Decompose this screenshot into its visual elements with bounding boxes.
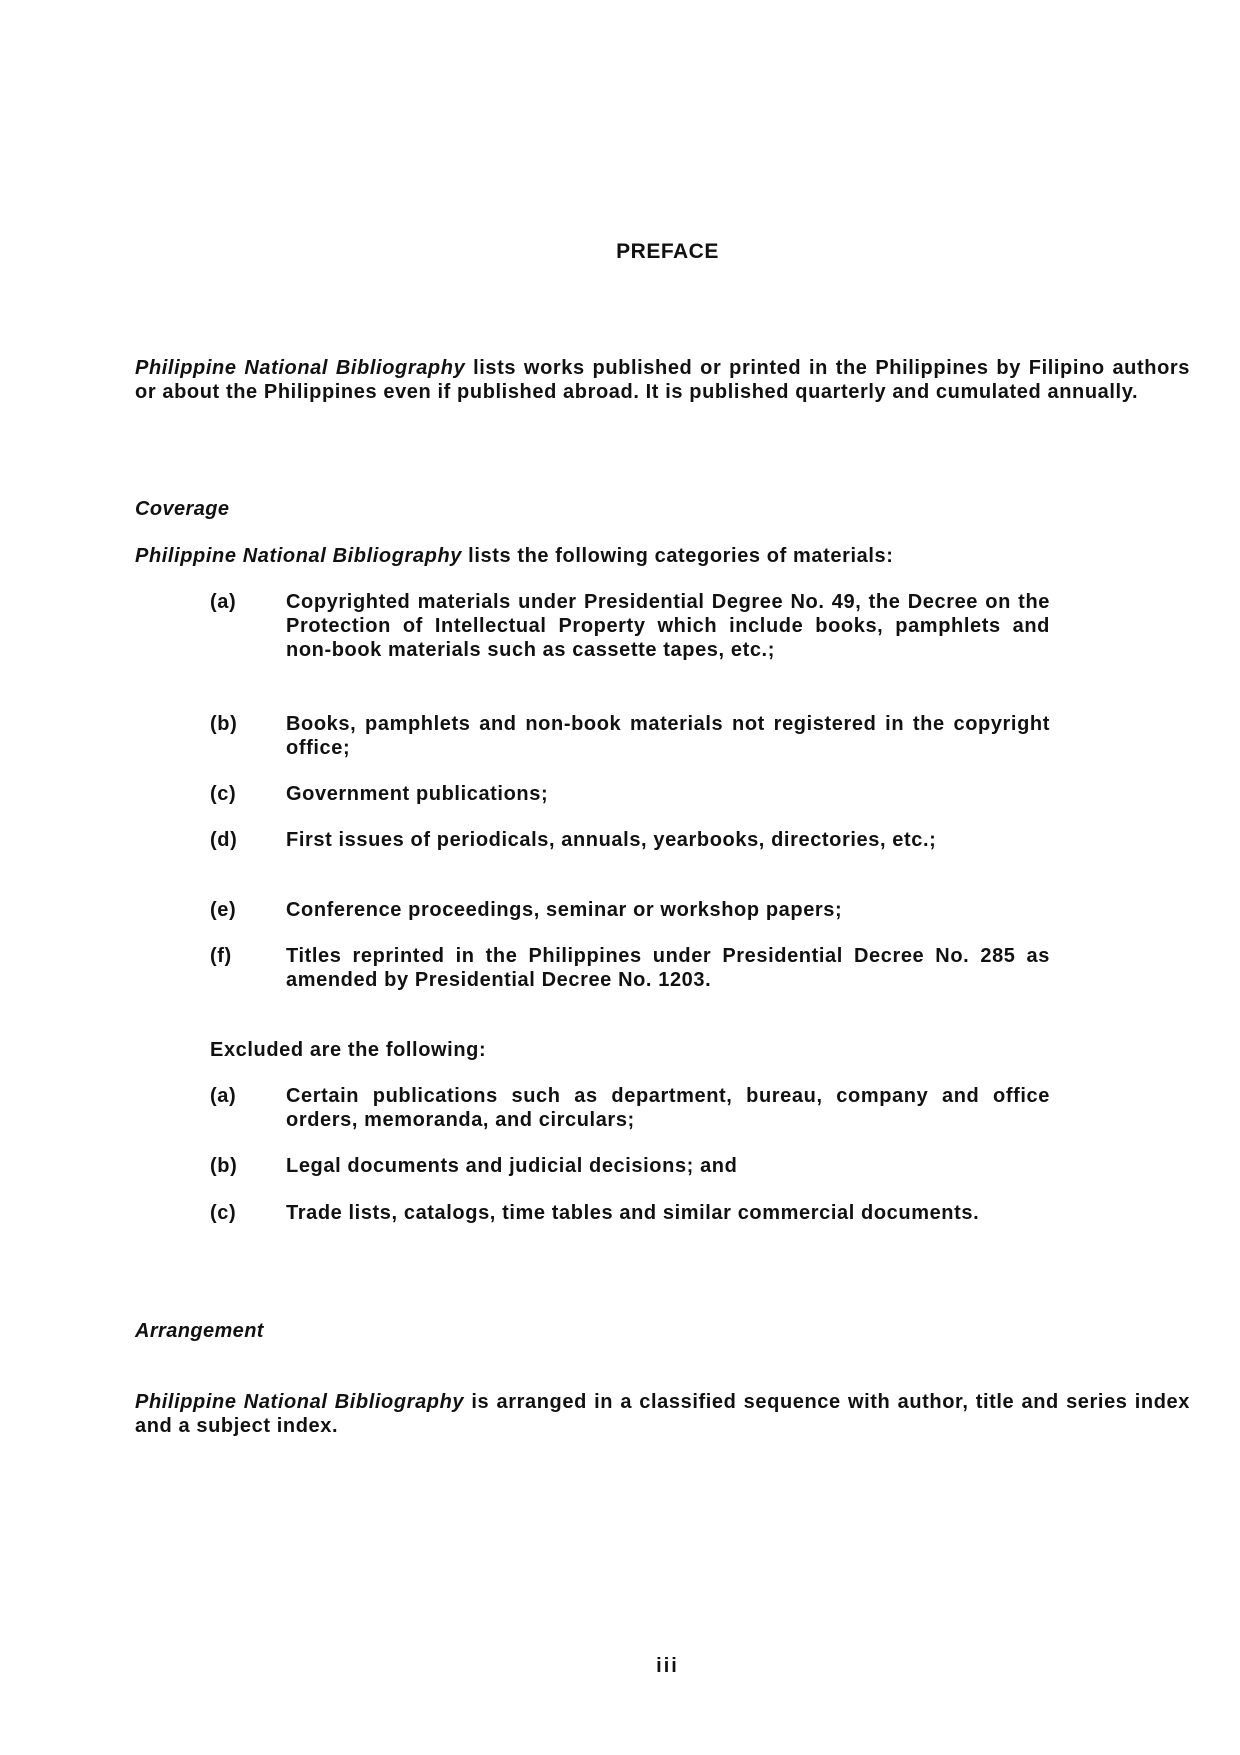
list-item-text: First issues of periodicals, annuals, yearbooks, directories, etc.; (286, 829, 937, 851)
list-item-label: (c) (210, 783, 237, 805)
intro-text: lists works published or printed in the Philippines by Filipino authors or about the Philippines even if published abroad. It is published quarterly and cumulated annually. (135, 357, 1190, 403)
list-item-label: (b) (210, 713, 238, 735)
coverage-intro (135, 544, 1190, 568)
list-item-text: Conference proceedings, seminar or workshop papers; (286, 899, 843, 921)
list-item-label: (e) (210, 899, 237, 921)
list-item-text: Government publications; (286, 783, 549, 805)
coverage-intro-italic: Philippine National Bibliography (135, 545, 462, 567)
arrangement-title-italic: Philippine National Bibliography (135, 1391, 465, 1413)
list-item-text: Certain publications such as department, bureau, company and office orders, memoranda, and circulars; (286, 1085, 1050, 1131)
list-item-label: (b) (210, 1155, 238, 1177)
coverage-heading: Coverage (135, 498, 230, 520)
list-item-label: (a) (210, 591, 237, 613)
list-item-label: (c) (210, 1202, 237, 1224)
intro-paragraph (135, 356, 1190, 404)
list-item-text: Legal documents and judicial decisions; and (286, 1155, 738, 1177)
list-item-text: Titles reprinted in the Philippines under Presidential Decree No. 285 as amended by Presidential Decree No. 1203. (286, 945, 1050, 991)
list-item-label: (a) (210, 1085, 237, 1107)
intro-title-italic: Philippine National Bibliography (135, 357, 466, 379)
list-item-label: (d) (210, 829, 238, 851)
coverage-intro-text: lists the following categories of materials: (462, 545, 894, 567)
arrangement-heading: Arrangement (135, 1320, 264, 1342)
page-title: PREFACE (616, 240, 719, 263)
list-item-text: Books, pamphlets and non-book materials not registered in the copyright office; (286, 713, 1050, 759)
excluded-intro: Excluded are the following: (210, 1039, 487, 1061)
page-number: iii (656, 1655, 679, 1677)
arrangement-paragraph (135, 1390, 1190, 1438)
arrangement-text: is arranged in a classified sequence with author, title and series index and a subject index. (135, 1391, 1190, 1437)
list-item-text: Copyrighted materials under Presidential Degree No. 49, the Decree on the Protection of Intellectual Property which include books, pamphlets and non-book materials such as cassette tapes, etc.; (286, 591, 1050, 661)
list-item-label: (f) (210, 945, 232, 967)
list-item-text: Trade lists, catalogs, time tables and similar commercial documents. (286, 1202, 980, 1224)
